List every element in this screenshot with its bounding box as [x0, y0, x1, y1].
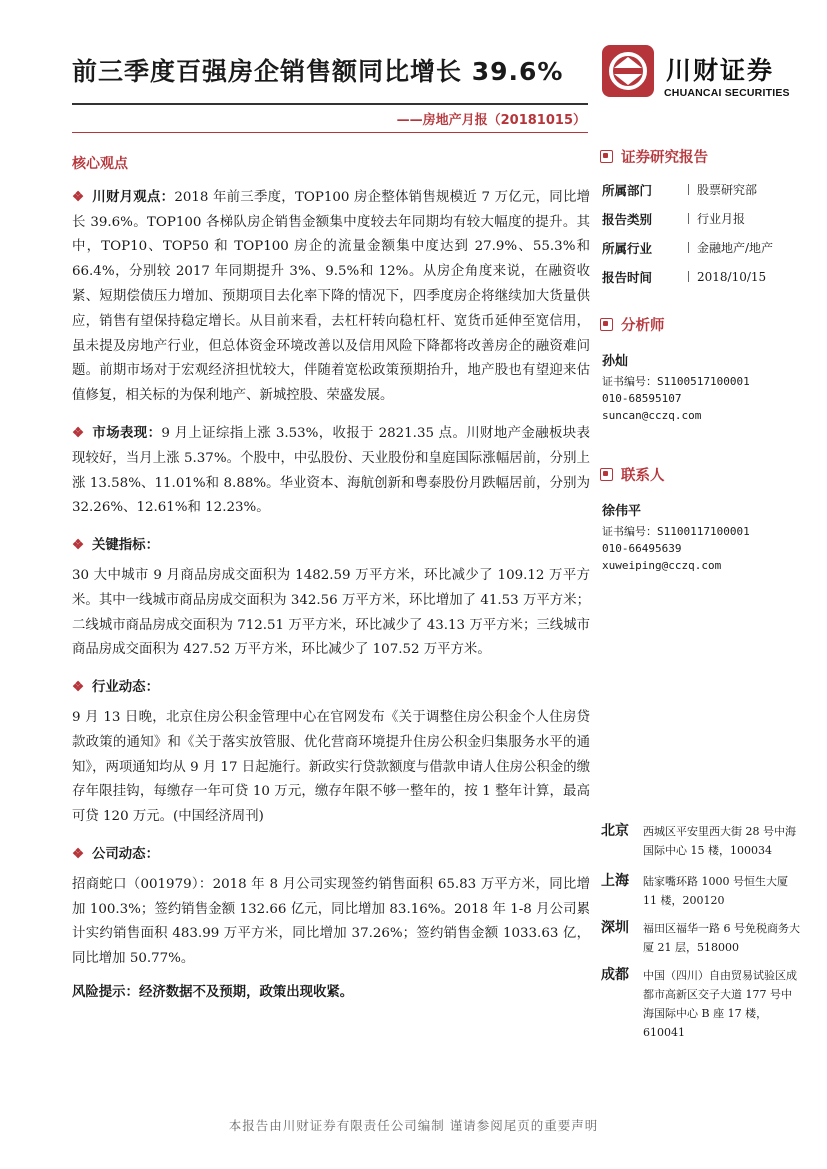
- analyst-name: 孙灿: [602, 354, 629, 369]
- diamond-bullet-icon: ❖: [72, 679, 85, 696]
- contact-email[interactable]: xuweiping@cczq.com: [602, 559, 722, 572]
- analyst-heading: 分析师: [600, 314, 800, 338]
- section-square-icon: [600, 318, 613, 331]
- diamond-bullet-icon: ❖: [72, 188, 85, 205]
- lead-market: 市场表现：: [92, 424, 162, 441]
- report-type-heading: 证券研究报告: [600, 146, 800, 170]
- diamond-bullet-icon: ❖: [72, 537, 85, 554]
- meta-row-date: 报告时间 2018/10/15: [600, 263, 800, 292]
- heading-industry-news: ❖ 行业动态：: [72, 679, 159, 696]
- meta-row-department: 所属部门 股票研究部: [600, 176, 800, 205]
- logo-name-cn: 川财证券: [666, 56, 775, 85]
- header-rule: [72, 103, 588, 105]
- company-logo: [602, 45, 792, 105]
- diamond-bullet-icon: ❖: [72, 845, 85, 862]
- logo-name-en: CHUANCAI SECURITIES: [664, 87, 790, 99]
- diamond-bullet-icon: ❖: [72, 424, 85, 441]
- heading-company-news: ❖ 公司动态：: [72, 845, 159, 862]
- text-monthly-view: 2018 年前三季度，TOP100 房企整体销售规模近 7 万亿元，同比增长 39.6%。TOP100 各梯队房企销售金额集中度较去年同期均有较大幅度的提升。其中，TOP10、TOP50 和 TOP100 房企的流量金额集中度达到 27.9%、55.3%和 66.4%，分别较 2017 年同期提升 3%、9.5%和 12%。从房企角度来说，在融资收紧、短期偿债压力增加、预期项目去化率下降的情况下，四季度房企将继续加大货量供应，销售有望保持稳定增长。从目前来看，去杠杆转向稳杠杆、宽货币延伸至宽信用，虽未提及房地产行业，但总体资金环境改善以及信用风险下降都将改善房企的融资难问题。前期市场对于宏观经济担忧较大，伴随着宽松政策预期抬升，地产股也有望迎来估值修复，相关标的为保利地产、新城控股、荣盛发展。: [72, 189, 591, 404]
- page-footer: 本报告由川财证券有限责任公司编制 谨请参阅尾页的重要声明: [228, 1118, 599, 1133]
- logo-mark-icon: [602, 45, 654, 97]
- text-company-news: 招商蛇口（001979）：2018 年 8 月公司实现签约销售面积 65.83 万平方米，同比增加 100.3%；签约销售金额 132.66 亿元，同比增加 83.16%。2018 年 1-8 月公司累计实约销售面积 483.99 万平方米，同比增加 37.26%；签约销售金额 1033.63 亿，同比增加 50.77%。: [72, 876, 590, 967]
- analyst-phone: 010-68595107: [602, 392, 682, 405]
- core-views-heading: 核心观点: [72, 156, 128, 172]
- contact-phone: 010-66495639: [602, 542, 682, 555]
- meta-row-industry: 所属行业 金融地产/地产: [600, 234, 800, 263]
- section-square-icon: [600, 150, 613, 163]
- text-industry-news: 9 月 13 日晚，北京住房公积金管理中心在官网发布《关于调整住房公积金个人住房贷款政策的通知》和《关于落实放管服、优化营商环境提升住房公积金归集服务水平的通知》，两项通知均从 9 月 17 日起施行。新政实行贷款额度与借款申请人住房公积金的缴存年限挂钩，每缴存一年可贷 10 万元，缴存年限不够一整年的，按 1 整年计算，最高可贷 120 万元。(中国经济周刊): [72, 709, 590, 825]
- lead-monthly-view: 川财月观点：: [92, 188, 175, 205]
- text-key-indicators: 30 大中城市 9 月商品房成交面积为 1482.59 万平方米，环比减少了 109.12 万平方米。其中一线城市商品房成交面积为 342.56 万平方米，环比增加了 41.53 万平方米；二线城市商品房成交面积为 712.51 万平方米，环比减少了 43.13 万平方米；三线城市商品房成交面积为 427.52 万平方米，环比减少了 107.52 万平方米。: [72, 567, 590, 658]
- report-subtitle: ——房地产月报（20181015）: [396, 113, 586, 128]
- heading-key-indicators: ❖ 关键指标：: [72, 537, 159, 554]
- analyst-email[interactable]: suncan@cczq.com: [602, 409, 702, 422]
- report-title: 前三季度百强房企销售额同比增长 39.6%: [72, 57, 564, 86]
- main-column: [72, 152, 590, 1005]
- meta-row-category: 报告类别 行业月报: [600, 205, 800, 234]
- contact-name: 徐伟平: [602, 504, 642, 519]
- risk-warning: 风险提示：经济数据不及预期，政策出现收紧。: [72, 983, 354, 1000]
- text-market: 9 月上证综指上涨 3.53%，收报于 2821.35 点。川财地产金融板块表现较好，当月上涨 5.37%。个股中，中弘股份、天业股份和皇庭国际涨幅居前，分别上涨 13.58%、11.01%和 8.88%。华业资本、海航创新和粤泰股份月跌幅居前，分别为 32.26%、12.61%和 12.23%。: [72, 425, 590, 516]
- contact-heading: 联系人: [600, 464, 800, 488]
- contact-cert: 证书编号：S1100117100001: [602, 525, 750, 538]
- paragraph-market: [72, 421, 590, 521]
- side-column: [600, 146, 800, 574]
- header-rule-red: [72, 132, 588, 133]
- paragraph-monthly-view: [72, 185, 590, 409]
- analyst-cert: 证书编号：S1100517100001: [602, 375, 750, 388]
- section-square-icon: [600, 468, 613, 481]
